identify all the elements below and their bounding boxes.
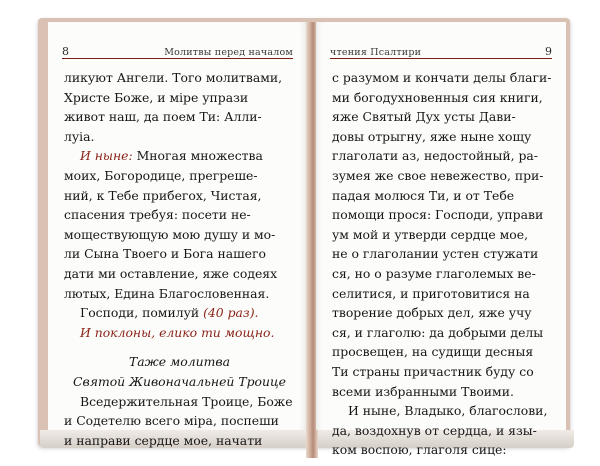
text-line: яже Святый Дух усты Дави- <box>332 109 516 125</box>
text-line: живот наш, да поем Ти: Алли- <box>64 109 262 125</box>
spacer <box>64 342 295 352</box>
right-page <box>316 22 566 458</box>
text-line: и направи сердце мое, начати <box>64 432 263 448</box>
theotokion-start: Многая множества <box>132 148 263 164</box>
text-line: спасения требуя: посети не- <box>64 207 251 223</box>
page-number: 8 <box>62 45 69 58</box>
text-line: ний, к Тебе прибегох, Чистая, <box>64 187 262 203</box>
text-line: Ти страны причастник буду со <box>332 363 534 379</box>
kyrie-count: (40 раз). <box>203 305 259 321</box>
text-line: просвещен, на судищи десныя <box>332 344 534 360</box>
text-line: и Содетелю всего мiра, поспеши <box>64 413 279 429</box>
text-line: Христе Боже, и мiре упрази <box>64 89 249 105</box>
text-line: луiа. <box>64 128 95 144</box>
text-line: да, воздохнув от сердца, и язы- <box>332 422 537 438</box>
right-page-text <box>332 68 554 460</box>
text-line: помощи прося: Господи, управи <box>332 207 544 223</box>
left-page-header <box>62 42 293 59</box>
prayer-title: Таже молитва <box>129 354 230 370</box>
text-line: ми богодухновенныя сия книги, <box>332 89 543 105</box>
prayer-subtitle: Святой Живоначальней Троице <box>73 373 286 389</box>
text-line: зумея же свое невежество, при- <box>332 167 544 183</box>
kyrie-text: Господи, помилуй <box>80 305 200 321</box>
text-line: падая молюся Ти, и от Тебе <box>332 187 515 203</box>
running-head: Молитвы перед началом <box>164 47 293 58</box>
left-page-text <box>64 68 295 450</box>
text-line: ум мой и утверди сердце мое, <box>332 226 529 242</box>
text-line: ком воспою, глаголя сице: <box>332 442 507 458</box>
text-line: довы отрыгну, яже ныне хощу <box>332 128 532 144</box>
left-page <box>48 22 308 448</box>
text-line: дати ми оставление, яже содеях <box>64 265 278 281</box>
text-line: ся, и глаголю: да добрыми делы <box>332 324 544 340</box>
prayer-line: Вседержительная Троице, Боже <box>80 393 293 409</box>
text-line: ликуют Ангели. Того молитвами, <box>64 70 283 85</box>
text-line: глаголати аз, недостойный, ра- <box>332 148 538 164</box>
text-line: ся, но о разуме глаголемых ве- <box>332 265 536 281</box>
text-line <box>64 146 295 166</box>
text-line: с разумом и кончати делы благи- <box>332 70 552 85</box>
text-line: моществующую мою душу и мо- <box>64 226 276 242</box>
text-line <box>64 392 295 412</box>
right-page-header <box>330 42 552 59</box>
running-head: чтения Псалтири <box>330 47 422 58</box>
text-line: И ныне, Владыко, благослови, <box>348 403 548 419</box>
text-line: не о глаголании устен стужати <box>332 246 539 262</box>
text-line: всеми избранными Твоими. <box>332 383 514 399</box>
text-line: моих, Богородице, прегреше- <box>64 167 258 183</box>
page-number: 9 <box>545 45 552 58</box>
text-line: творение добрых дел, яже учу <box>332 305 532 321</box>
text-line: селитися, и приготовитися на <box>332 285 530 301</box>
text-line: лютых, Едина Благословенная. <box>64 285 270 301</box>
rubric-prostrations: И поклоны, елико ти мощно. <box>80 324 275 340</box>
text-line <box>64 303 295 323</box>
text-line: ли Сына Твоего и Бога нашего <box>64 246 266 262</box>
rubric-and-now: И ныне: <box>80 148 133 164</box>
